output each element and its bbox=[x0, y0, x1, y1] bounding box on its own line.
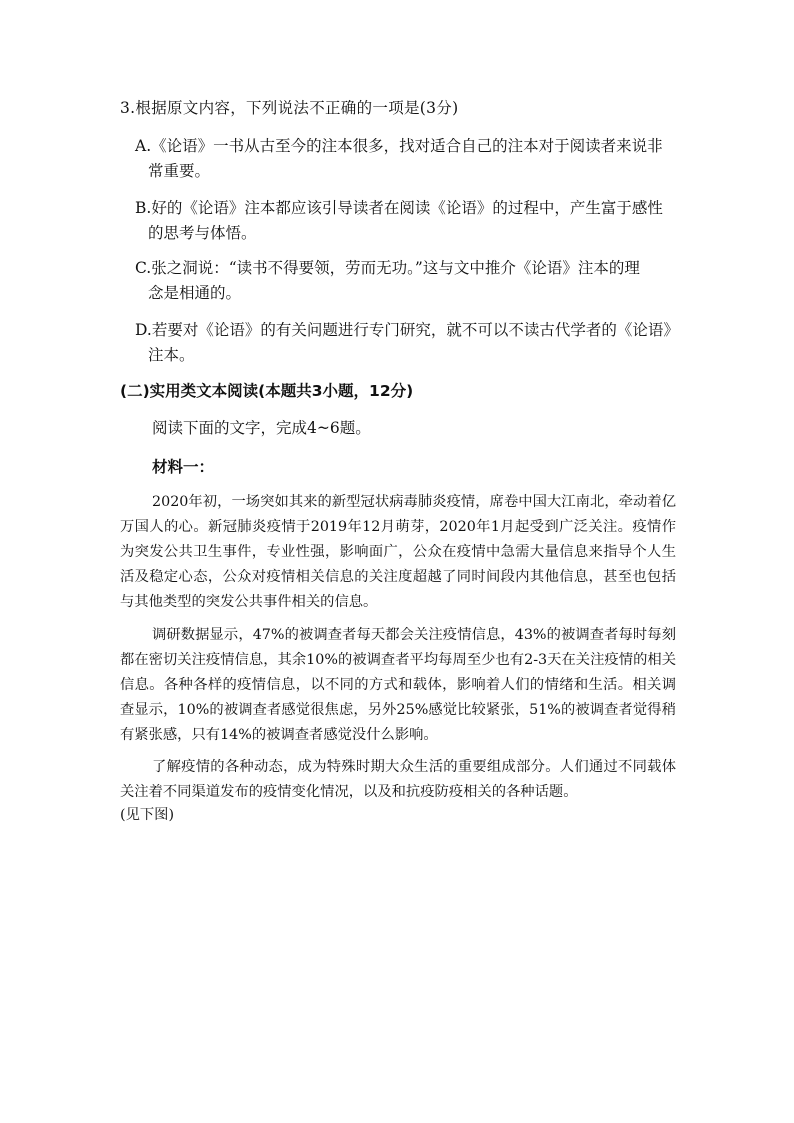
option-a bbox=[135, 134, 680, 184]
option-text-line1: 《论语》一书从古至今的注本很多，找对适合自己的注本对于阅读者来说非 bbox=[151, 137, 663, 155]
option-text-line2: 注本。 bbox=[148, 346, 195, 364]
material-label: 材料一： bbox=[152, 458, 215, 476]
option-b bbox=[135, 196, 680, 246]
option-letter: A. bbox=[135, 137, 152, 155]
section-heading: (二)实用类文本阅读(本题共3小题，12分) bbox=[120, 382, 414, 400]
option-letter: D. bbox=[135, 321, 152, 339]
option-c bbox=[135, 256, 680, 306]
option-text-line1: 张之洞说：“读书不得要领，劳而无功。”这与文中推介《论语》注本的理 bbox=[151, 259, 640, 277]
option-text-line2: 念是相通的。 bbox=[148, 284, 242, 302]
option-text-line1: 若要对《论语》的有关问题进行专门研究，就不可以不读古代学者的《论语》 bbox=[151, 321, 679, 339]
option-letter: C. bbox=[135, 259, 152, 277]
reading-instruction: 阅读下面的文字，完成4~6题。 bbox=[152, 419, 371, 437]
option-letter: B. bbox=[135, 199, 152, 217]
option-text-line2: 的思考与体悟。 bbox=[148, 224, 257, 242]
paragraph-1: 2020年初，一场突如其来的新型冠状病毒肺炎疫情，席卷中国大江南北，牵动着亿万国人的心。新冠肺炎疫情于2019年12月萌芽，2020年1月起受到广泛关注。疫情作为突发公共卫生事件，专业性强，影响面广，公众在疫情中急需大量信息来指导个人生活及稳定心态，公众对疫情相关信息的关注度超越了同时间段内其他信息，甚至也包括与其他类型的突发公共事件相关的信息。 bbox=[120, 494, 676, 610]
paragraph-2: 调研数据显示，47%的被调查者每天都会关注疫情信息，43%的被调查者每时每刻都在密切关注疫情信息，其余10%的被调查者平均每周至少也有2-3天在关注疫情的相关信息。各种各样的疫情信息，以不同的方式和载体，影响着人们的情绪和生活。相关调查显示，10%的被调查者感觉很焦虑，另外25%感觉比较紧张，51%的被调查者觉得稍有紧张感，只有14%的被调查者感觉没什么影响。 bbox=[120, 627, 676, 743]
option-d bbox=[135, 318, 680, 368]
figure-note: (见下图) bbox=[120, 807, 175, 823]
option-text-line2: 常重要。 bbox=[148, 162, 211, 180]
paragraph-3: 了解疫情的各种动态，成为特殊时期大众生活的重要组成部分。人们通过不同载体关注着不同渠道发布的疫情变化情况，以及和抗疫防疫相关的各种话题。 bbox=[120, 759, 676, 800]
option-text-line1: 好的《论语》注本都应该引导读者在阅读《论语》的过程中，产生富于感性 bbox=[151, 199, 663, 217]
question-title: 3.根据原文内容，下列说法不正确的一项是(3分) bbox=[120, 99, 459, 117]
